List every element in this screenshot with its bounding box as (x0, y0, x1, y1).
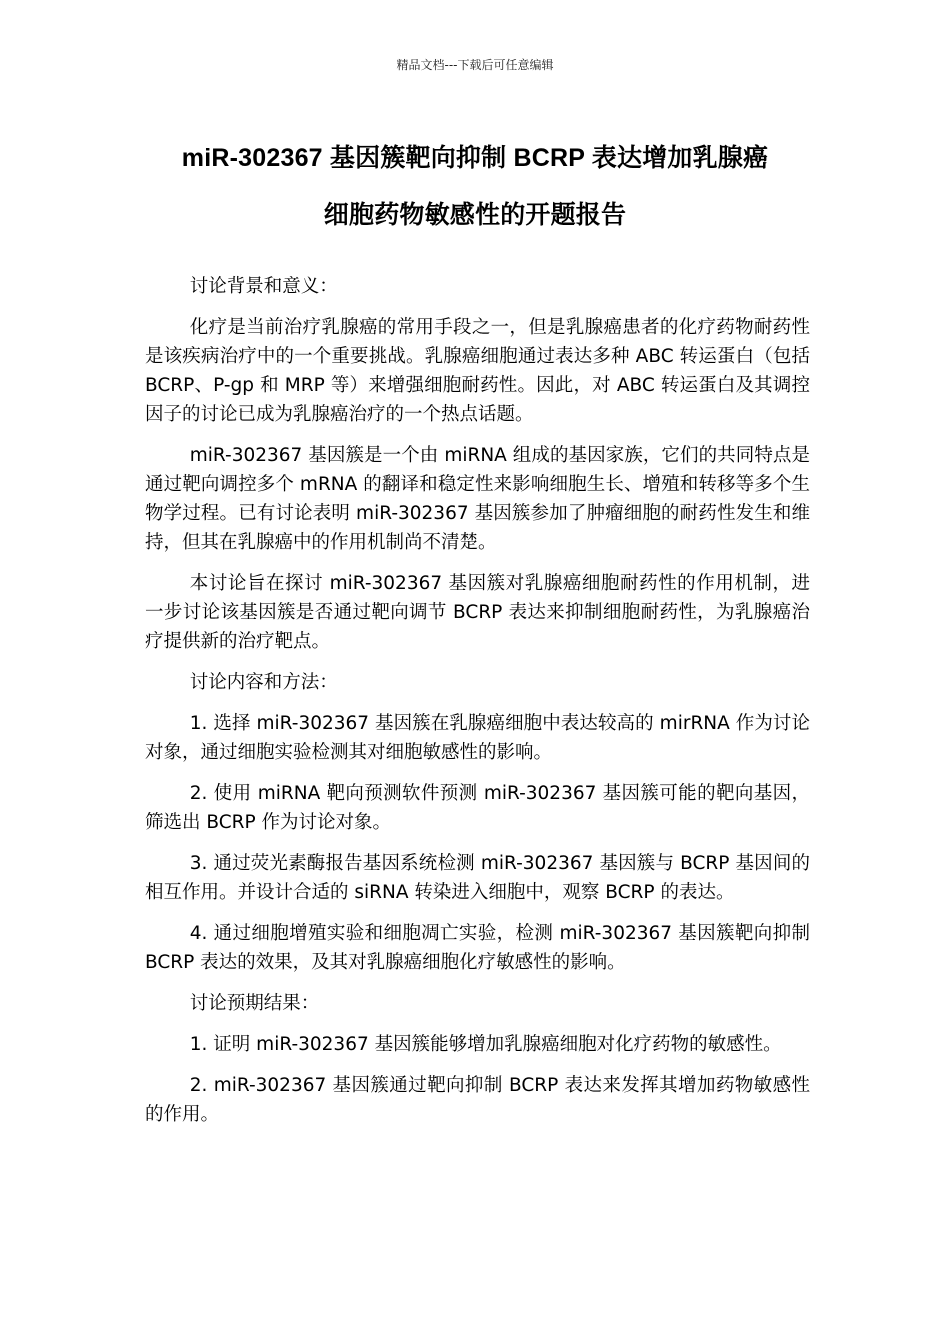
title-line-2: 细胞药物敏感性的开题报告 (323, 201, 627, 229)
list-item: 1. 证明 miR-302367 基因簇能够增加乳腺癌细胞对化疗药物的敏感性。 (189, 1034, 782, 1055)
list-item: 3. 通过荧光素酶报告基因系统检测 miR-302367 基因簇与 BCRP 基因间的相互作用。并设计合适的 siRNA 转染进入细胞中，观察 BCRP 的表达。 (145, 853, 810, 903)
page-header: 精品文档---下载后可任意编辑 (396, 58, 554, 72)
document-body (145, 272, 810, 1141)
section-heading-background: 讨论背景和意义： (189, 276, 338, 297)
paragraph: miR-302367 基因簇是一个由 miRNA 组成的基因家族，它们的共同特点是通过靶向调控多个 mRNA 的翻译和稳定性来影响细胞生长、增殖和转移等多个生物学过程。已有讨论表明 miR-302367 基因簇参加了肿瘤细胞的耐药性发生和维持，但其在乳腺癌中的作用机制尚不清楚。 (145, 445, 810, 553)
list-item: 2. 使用 miRNA 靶向预测软件预测 miR-302367 基因簇可能的靶向基因，筛选出 BCRP 作为讨论对象。 (145, 783, 810, 833)
list-item: 4. 通过细胞增殖实验和细胞凋亡实验，检测 miR-302367 基因簇靶向抑制 BCRP 表达的效果，及其对乳腺癌细胞化疗敏感性的影响。 (145, 923, 810, 973)
paragraph: 化疗是当前治疗乳腺癌的常用手段之一，但是乳腺癌患者的化疗药物耐药性是该疾病治疗中的一个重要挑战。乳腺癌细胞通过表达多种 ABC 转运蛋白（包括 BCRP、P-gp 和 MRP 等）来增强细胞耐药性。因此，对 ABC 转运蛋白及其调控因子的讨论已成为乳腺癌治疗的一个热点话题。 (145, 317, 810, 425)
paragraph: 本讨论旨在探讨 miR-302367 基因簇对乳腺癌细胞耐药性的作用机制，进一步讨论该基因簇是否通过靶向调节 BCRP 表达来抑制细胞耐药性，为乳腺癌治疗提供新的治疗靶点。 (145, 573, 810, 652)
section-heading-methods: 讨论内容和方法： (189, 672, 338, 693)
title-line-1: miR-302367 基因簇靶向抑制 BCRP 表达增加乳腺癌 (181, 144, 769, 172)
section-heading-expected-results: 讨论预期结果： (189, 993, 320, 1014)
document-title (100, 130, 850, 244)
list-item: 1. 选择 miR-302367 基因簇在乳腺癌细胞中表达较高的 mirRNA 作为讨论对象，通过细胞实验检测其对细胞敏感性的影响。 (145, 713, 810, 763)
list-item: 2. miR-302367 基因簇通过靶向抑制 BCRP 表达来发挥其增加药物敏感性的作用。 (145, 1075, 810, 1125)
